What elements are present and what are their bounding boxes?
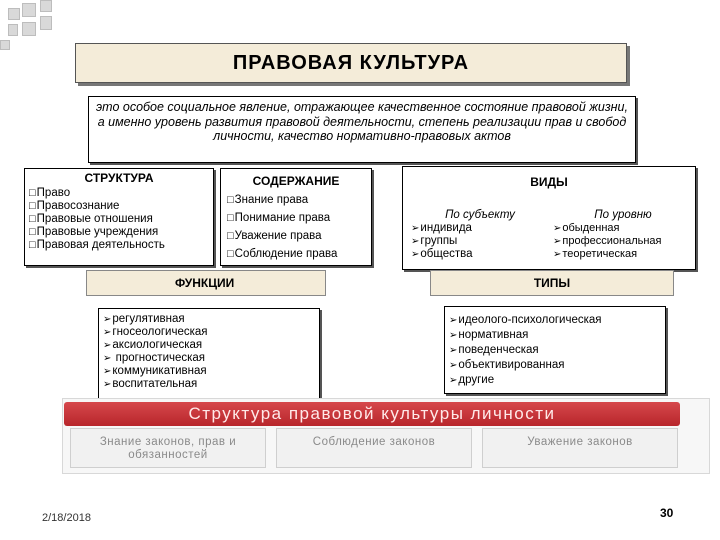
types-list <box>449 313 661 388</box>
structure-item: □ Правовые учреждения <box>29 226 209 239</box>
kinds-heading: ВИДЫ <box>530 175 568 189</box>
content-list <box>227 191 365 263</box>
content-heading: СОДЕРЖАНИЕ <box>252 174 340 188</box>
decor-square <box>22 22 36 36</box>
function-item: ➢ аксиологическая <box>103 339 315 352</box>
types-heading: ТИПЫ <box>533 276 571 290</box>
type-item: ➢ объективированная <box>449 358 661 373</box>
structure-box <box>24 168 214 266</box>
content-item: □ Понимание права <box>227 209 365 227</box>
page-number: 30 <box>660 506 674 520</box>
kinds-by-level-list <box>553 222 693 261</box>
functions-heading-box <box>86 270 326 296</box>
content-box <box>220 168 372 266</box>
type-item: ➢ идеолого-психологическая <box>449 313 661 328</box>
decor-square <box>40 16 52 30</box>
function-item: ➢ воспитательная <box>103 378 315 391</box>
band-tile: Соблюдение законов <box>276 428 472 468</box>
structure-item: □ Правовые отношения <box>29 213 209 226</box>
kinds-by-level-heading: По уровню <box>594 209 652 221</box>
decor-square <box>0 40 10 50</box>
decor-square <box>8 8 20 20</box>
kinds-by-subject-list <box>411 222 549 261</box>
structure-list <box>29 187 209 252</box>
kinds-subject-item: ➢ группы <box>411 235 549 248</box>
function-item: ➢ регулятивная <box>103 313 315 326</box>
band-title: Структура правовой культуры личности <box>188 404 556 423</box>
functions-heading: ФУНКЦИИ <box>175 276 235 290</box>
band-tile: Уважение законов <box>482 428 678 468</box>
functions-list <box>103 313 315 391</box>
structure-item: □ Правосознание <box>29 200 209 213</box>
structure-heading: СТРУКТУРА <box>84 171 154 185</box>
decor-square <box>40 0 52 12</box>
function-item: ➢ прогностическая <box>103 352 315 365</box>
page-title-box <box>75 43 627 83</box>
footer-date: 2/18/2018 <box>42 512 91 524</box>
function-item: ➢ коммуникативная <box>103 365 315 378</box>
page-title: ПРАВОВАЯ КУЛЬТУРА <box>232 52 470 74</box>
content-item: □ Знание права <box>227 191 365 209</box>
content-item: □ Уважение права <box>227 227 365 245</box>
function-item: ➢ гносеологическая <box>103 326 315 339</box>
type-item: ➢ поведенческая <box>449 343 661 358</box>
kinds-by-subject-heading: По субъекту <box>445 209 515 221</box>
kinds-level-item: ➢ обыденная <box>553 222 693 235</box>
kinds-level-item: ➢ теоретическая <box>553 248 693 261</box>
kinds-subject-item: ➢ индивида <box>411 222 549 235</box>
kinds-by-subject <box>411 209 549 261</box>
types-box <box>444 306 666 394</box>
content-item: □ Соблюдение права <box>227 245 365 263</box>
kinds-box <box>402 166 696 270</box>
definition-box <box>88 96 636 163</box>
definition-text: это особое социальное явление, отражающее качественное состояние правовой жизни, а именно уровень развития правовой деятельности, степень реализации прав и свобод личности, качество нормативно-правовых актов <box>96 100 628 143</box>
structure-item: □ Правовая деятельность <box>29 239 179 252</box>
type-item: ➢ другие <box>449 373 661 388</box>
type-item: ➢ нормативная <box>449 328 661 343</box>
band-tile: Знание законов, прав и обязанностей <box>70 428 266 468</box>
decor-square <box>8 24 18 36</box>
decor-square <box>22 3 36 17</box>
band-title-bar <box>64 402 680 426</box>
structure-item: □ Право <box>29 187 209 200</box>
kinds-subject-item: ➢ общества <box>411 248 549 261</box>
kinds-by-level <box>553 209 693 261</box>
types-heading-box <box>430 270 674 296</box>
kinds-level-item: ➢ профессиональная <box>553 235 693 248</box>
functions-box <box>98 308 320 400</box>
